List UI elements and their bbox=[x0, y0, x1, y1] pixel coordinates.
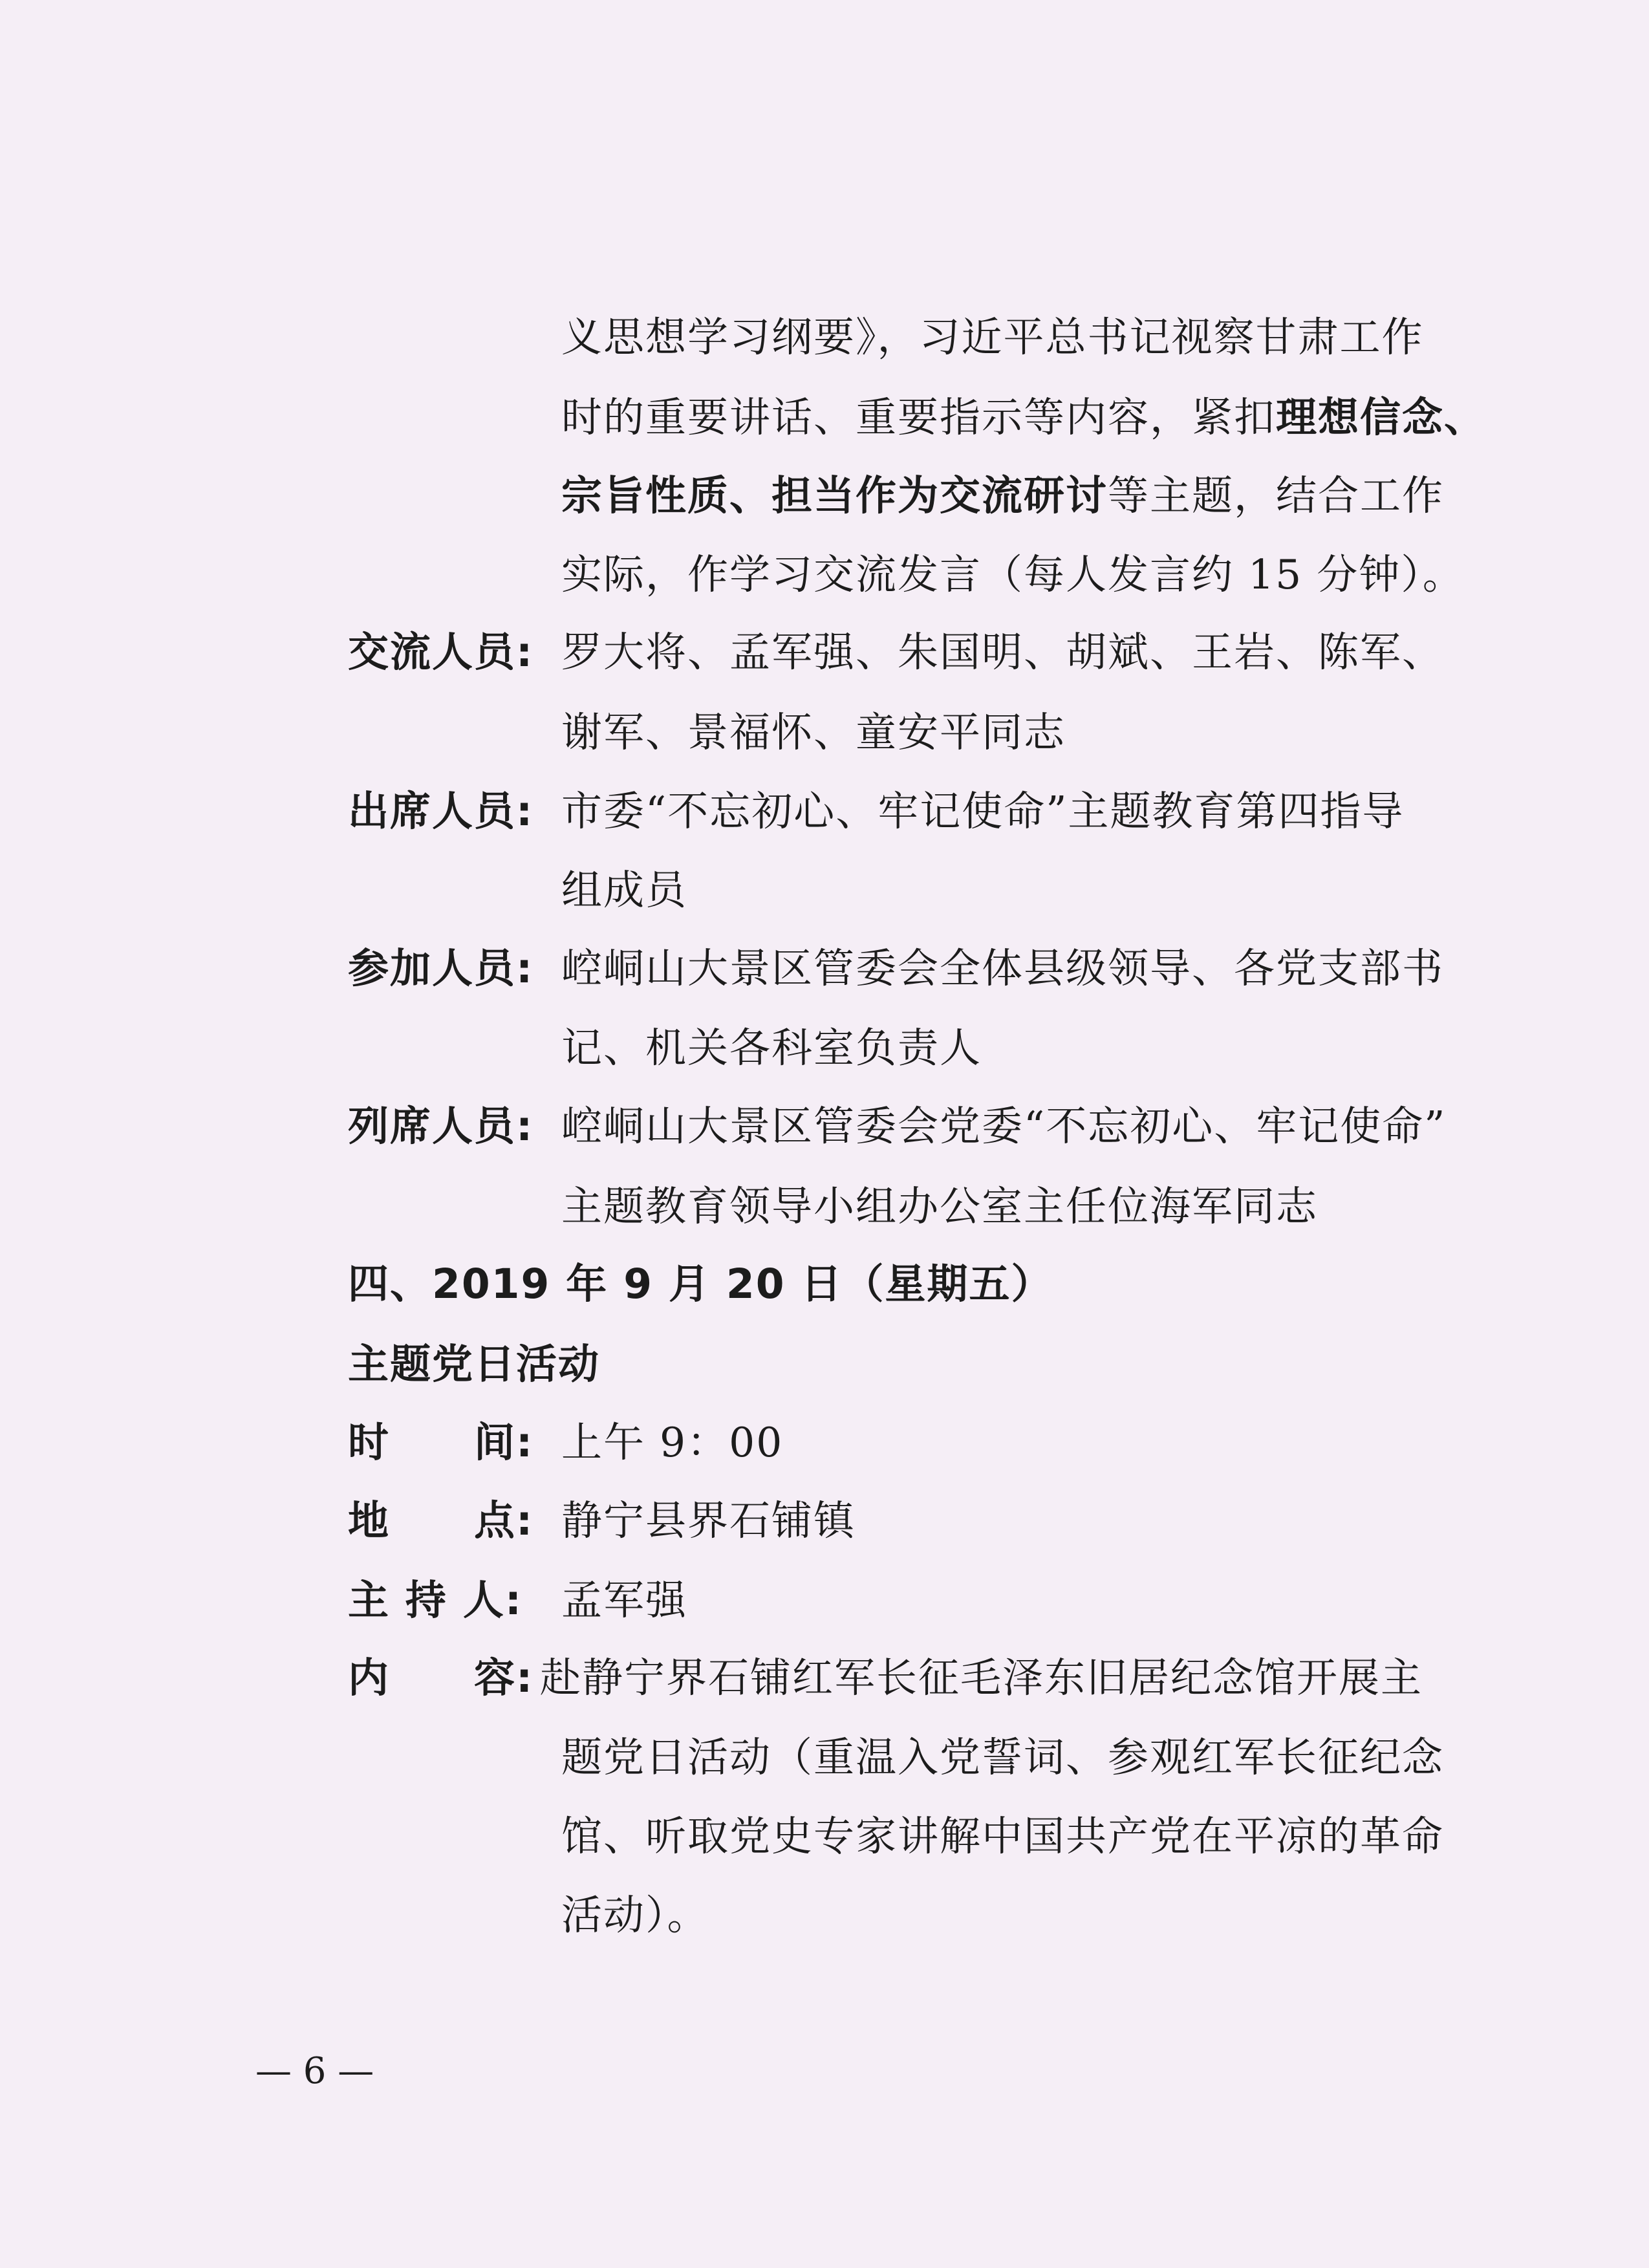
canjia-line-2: 记、机关各科室负责人 bbox=[561, 1024, 982, 1072]
content-line-4: 活动）。 bbox=[561, 1892, 709, 1939]
jiaoliu-label: 交流人员: bbox=[348, 629, 534, 676]
section-4-heading: 四、2019 年 9 月 20 日（星期五） bbox=[348, 1260, 1053, 1308]
chuxi-line-2: 组成员 bbox=[561, 867, 687, 914]
jiaoliu-line-2: 谢军、景福怀、童安平同志 bbox=[561, 709, 1066, 756]
content-line-2: 题党日活动（重温入党誓词、参观红军长征纪念 bbox=[561, 1734, 1444, 1781]
liexi-line-2: 主题教育领导小组办公室主任位海军同志 bbox=[561, 1183, 1318, 1230]
content-line-3: 馆、听取党史专家讲解中国共产党在平凉的革命 bbox=[561, 1813, 1444, 1860]
liexi-label: 列席人员: bbox=[348, 1103, 534, 1150]
place-label: 地 点: bbox=[348, 1497, 534, 1544]
body-line-2: 时的重要讲话、重要指示等内容，紧扣理想信念、 bbox=[561, 394, 1486, 441]
time-value: 上午 9：00 bbox=[561, 1419, 784, 1466]
liexi-line-1: 崆峒山大景区管委会党委“不忘初心、牢记使命” bbox=[561, 1103, 1447, 1150]
chuxi-line-1: 市委“不忘初心、牢记使命”主题教育第四指导 bbox=[561, 788, 1405, 835]
body-line-4: 实际，作学习交流发言（每人发言约 15 分钟）。 bbox=[561, 551, 1465, 598]
body-line-3: 宗旨性质、担当作为交流研讨等主题，结合工作 bbox=[561, 472, 1444, 519]
page-number: — 6 — bbox=[255, 2050, 374, 2092]
body-line-1: 义思想学习纲要》，习近平总书记视察甘肃工作 bbox=[561, 314, 1424, 361]
canjia-label: 参加人员: bbox=[348, 945, 534, 992]
host-value: 孟军强 bbox=[561, 1577, 687, 1624]
canjia-line-1: 崆峒山大景区管委会全体县级领导、各党支部书 bbox=[561, 945, 1444, 992]
activity-title: 主题党日活动 bbox=[348, 1341, 600, 1388]
jiaoliu-line-1: 罗大将、孟军强、朱国明、胡斌、王岩、陈军、 bbox=[561, 629, 1444, 676]
content-line-1: 赴静宁界石铺红军长征毛泽东旧居纪念馆开展主 bbox=[540, 1654, 1423, 1701]
chuxi-label: 出席人员: bbox=[348, 788, 534, 835]
content-label: 内 容: bbox=[348, 1654, 534, 1701]
place-value: 静宁县界石铺镇 bbox=[561, 1497, 856, 1544]
time-label: 时 间: bbox=[348, 1419, 534, 1466]
host-label: 主 持 人: bbox=[348, 1577, 523, 1624]
